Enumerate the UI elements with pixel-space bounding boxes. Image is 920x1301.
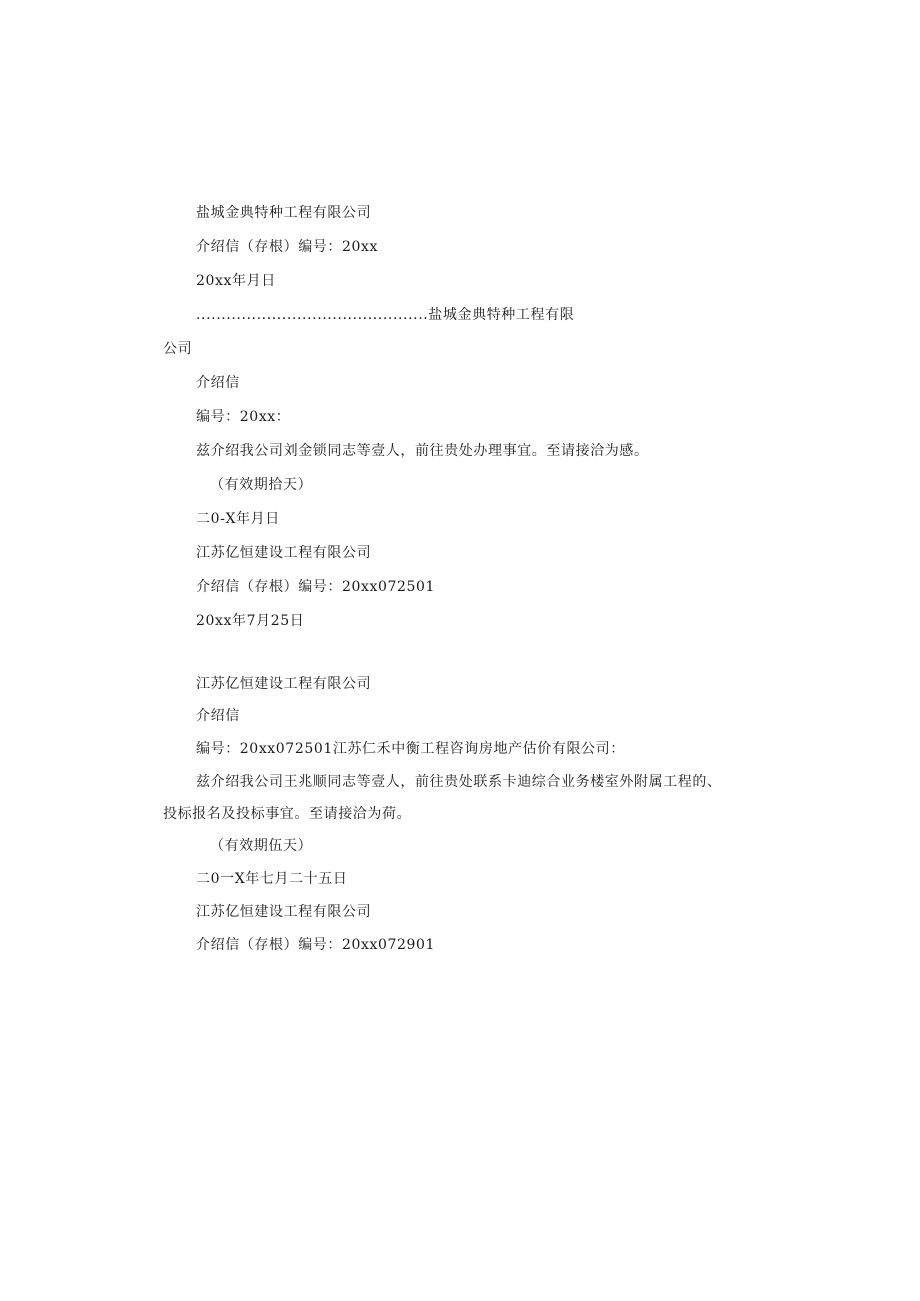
letter-number: 编号：20xx： [196,409,291,425]
letter-validity: （有效期伍天） [210,838,313,854]
letter-validity: （有效期拾天） [210,477,313,493]
letter-company: 江苏亿恒建设工程有限公司 [196,676,372,692]
stub-date: 20xx年7月25日 [196,613,305,629]
company-name: 盐城金典特种工程有限公司 [196,205,372,221]
company-name: 江苏亿恒建设工程有限公司 [196,545,372,561]
company-name: 江苏亿恒建设工程有限公司 [196,904,372,920]
letter-body-line: 投标报名及投标事宜。至请接洽为荷。 [163,806,412,822]
letter-date: 二0-X年月日 [196,511,280,527]
letter-title: 介绍信 [196,375,240,391]
cut-line-continuation: 公司 [163,341,193,357]
letter-body-line: 兹介绍我公司王兆顺同志等壹人，前往贵处联系卡迪综合业务楼室外附属工程的、 [196,774,722,790]
stub-date: 20xx年月日 [196,273,276,289]
letter-date: 二0一X年七月二十五日 [196,871,348,887]
stub-number: 介绍信（存根）编号：20xx072501 [196,579,436,595]
letter-body: 兹介绍我公司刘金锁同志等壹人，前往贵处办理事宜。至请接洽为感。 [196,443,649,459]
cut-line: ..............................................盐城金典特种工程有限 [196,307,575,323]
letter-title: 介绍信 [196,708,240,724]
stub-number: 介绍信（存根）编号：20xx [196,239,379,255]
stub-number: 介绍信（存根）编号：20xx072901 [196,937,436,953]
letter-number-recipient: 编号：20xx072501江苏仁禾中衡工程咨询房地产估价有限公司： [196,741,625,757]
